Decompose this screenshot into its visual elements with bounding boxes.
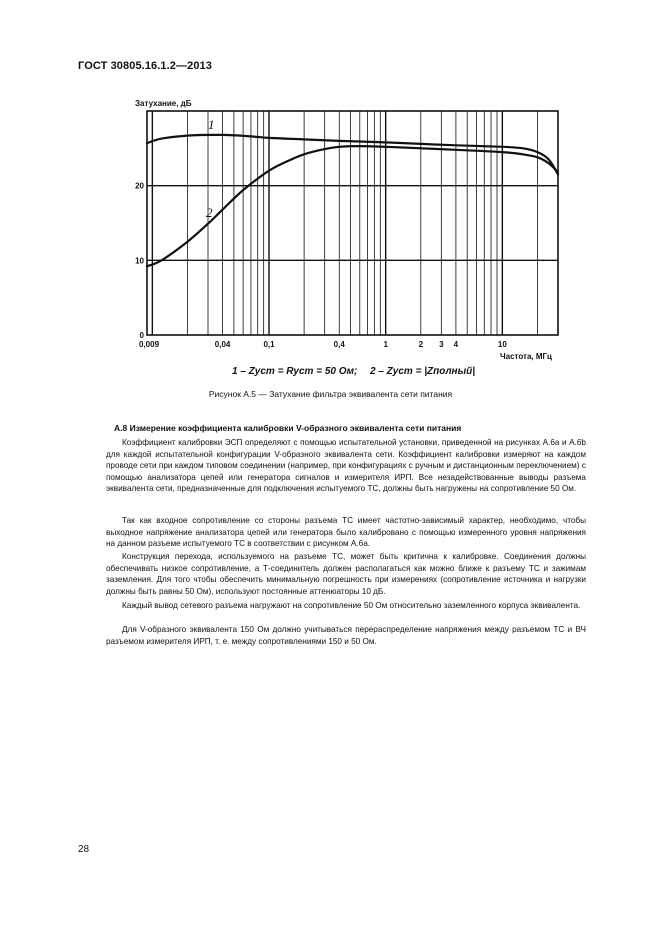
series-line-1 [147, 135, 558, 175]
x-tick-label: 0,4 [333, 340, 345, 349]
paragraph-3: Конструкция перехода, используемого на разъеме ТС, может быть критична к калибровке. Соединения должны обеспечивать низкое сопротивление, а Т-соединитель должен располагаться как можно ближе к разъему ТС и зажимам заземления. Для того чтобы обеспечить минимальную погрешность при измерениях (сопротивление источника и нагрузки должны быть равны 50 Ом), используют постоянные аттенюаторы 10 дБ. [106, 552, 586, 596]
x-tick-labels [139, 340, 507, 349]
legend-item-1: 1 – Zуст = Rуст = 50 Ом; [232, 366, 358, 377]
y-tick-label: 0 [139, 331, 144, 340]
paragraph-5: Для V-образного эквивалента 150 Ом должно учитываться перераспределение напряжения между разъемом ТС и ВЧ разъемом измерителя ИРП, т. е. между сопротивлениями 150 и 50 Ом. [106, 625, 586, 646]
paragraph-1: Коэффициент калибровки ЭСП определяют с помощью испытательной установки, приведенной на рисунках А.6а и А.6b для каждой испытательной конфигурации V-образного эквивалента сети. Коэффициент калибровки измеряют на каждом проводе сети при каждом типовом соединении (например, при конфигурациях с ручным и дистанционным переключением) с помощью анализатора цепей или генератора сигналов и измерителя ИРП. Все незадействованные выводы разъема эквивалента сети, предназначенные для подключения испытуемого ТС, должны быть нагружены на сопротивление 50 Ом. [106, 438, 586, 493]
y-tick-label: 10 [135, 256, 144, 266]
y-tick-labels [135, 182, 144, 340]
paragraph-2: Так как входное сопротивление со стороны разъема ТС имеет частотно-зависимый характер, необходимо, чтобы выходное напряжение анализатора цепей или генератора было калибровано с помощью измеренного уровня напряжения на данном разъеме испытуемого ТС в соответствии с рисунком А.6а. [106, 516, 586, 548]
x-tick-label: 0,1 [263, 340, 275, 349]
x-tick-label: 3 [439, 340, 444, 349]
chart-curves [147, 135, 558, 266]
x-tick-label: 0,009 [139, 340, 160, 349]
y-axis-title: Затухание, дБ [135, 99, 192, 108]
document-header: ГОСТ 30805.16.1.2—2013 [78, 60, 212, 72]
x-tick-label: 2 [418, 340, 424, 349]
x-tick-label: 1 [383, 340, 388, 349]
paragraph-4: Каждый вывод сетевого разъема нагружают на сопротивление 50 Ом относительно заземленного корпуса эквивалента. [122, 601, 581, 610]
attenuation-chart [0, 0, 661, 400]
curve-label-1: 1 [208, 117, 215, 132]
curve-label-2: 2 [206, 205, 213, 220]
x-tick-label: 4 [453, 340, 459, 349]
page-number: 28 [78, 844, 90, 855]
x-axis-title: Частота, МГц [500, 352, 552, 361]
legend-item-2: 2 – Zуст = |Zполный| [370, 366, 476, 377]
y-tick-label: 20 [135, 181, 144, 191]
section-title: А.8 Измерение коэффициента калибровки V-образного эквивалента сети питания [114, 423, 462, 433]
x-tick-label: 10 [497, 340, 507, 349]
figure-caption: Рисунок А.5 — Затухание фильтра эквивалента сети питания [208, 389, 453, 399]
x-tick-label: 0,04 [214, 340, 231, 349]
